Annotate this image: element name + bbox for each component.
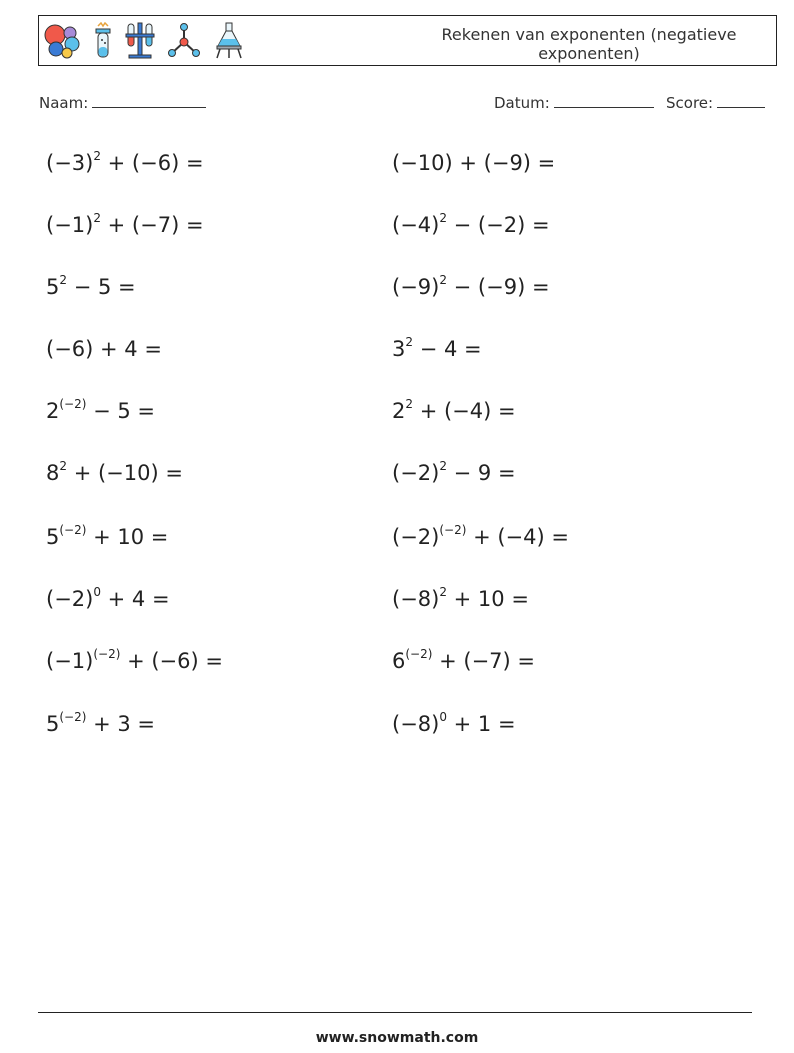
- problem-17: $(-1)^{(-2)} + (-6)$ =: [46, 647, 223, 673]
- test-tube-icon: [92, 22, 114, 60]
- name-field[interactable]: [39, 93, 206, 112]
- problem-18: $6^{(-2)} + (-7)$ =: [392, 647, 535, 673]
- date-blank[interactable]: [554, 93, 654, 108]
- test-tube-rack-icon: [125, 22, 155, 60]
- score-field[interactable]: [666, 93, 765, 112]
- problem-15: $(-2)^0 + 4$ =: [46, 585, 170, 611]
- problem-11: $8^2 + (-10)$ =: [46, 459, 183, 485]
- name-label: Naam:: [39, 94, 89, 112]
- footer-divider: [38, 1012, 752, 1013]
- problem-19: $5^{(-2)} + 3$ =: [46, 710, 156, 736]
- molecule-structure-icon: [166, 22, 202, 60]
- problem-9: $2^{(-2)} - 5$ =: [46, 397, 156, 423]
- molecule-balls-icon: [43, 22, 81, 60]
- problem-10: $2^2 + (-4)$ =: [392, 397, 516, 423]
- problem-12: $(-2)^2 - 9$ =: [392, 459, 516, 485]
- problem-4: $(-4)^2 - (-2)$ =: [392, 211, 550, 237]
- problem-6: $(-9)^2 - (-9)$ =: [392, 273, 550, 299]
- score-blank[interactable]: [717, 93, 765, 108]
- problem-7: (−6) + 4 =: [46, 337, 162, 361]
- date-label: Datum:: [494, 94, 550, 112]
- name-blank[interactable]: [92, 93, 206, 108]
- problem-1: $(-3)^2 + (-6)$ =: [46, 149, 204, 175]
- problem-2: (−10) + (−9) =: [392, 151, 556, 175]
- footer-url[interactable]: www.snowmath.com: [315, 1030, 479, 1046]
- problem-5: $5^2 - 5$ =: [46, 273, 136, 299]
- score-label: Score:: [666, 94, 714, 112]
- problem-14: $(-2)^{(-2)} + (-4)$ =: [392, 523, 569, 549]
- problem-16: $(-8)^2 + 10$ =: [392, 585, 529, 611]
- flask-on-stand-icon: [213, 22, 245, 60]
- header-icons: [43, 19, 256, 63]
- problem-13: $5^{(-2)} + 10$ =: [46, 523, 169, 549]
- worksheet-title: Rekenen van exponenten (negatieve exponenten): [441, 25, 737, 63]
- problem-8: $3^2 - 4$ =: [392, 335, 482, 361]
- worksheet-header: [38, 15, 777, 66]
- date-field[interactable]: [494, 93, 654, 112]
- problem-3: $(-1)^2 + (-7)$ =: [46, 211, 204, 237]
- problem-20: $(-8)^0 + 1$ =: [392, 710, 516, 736]
